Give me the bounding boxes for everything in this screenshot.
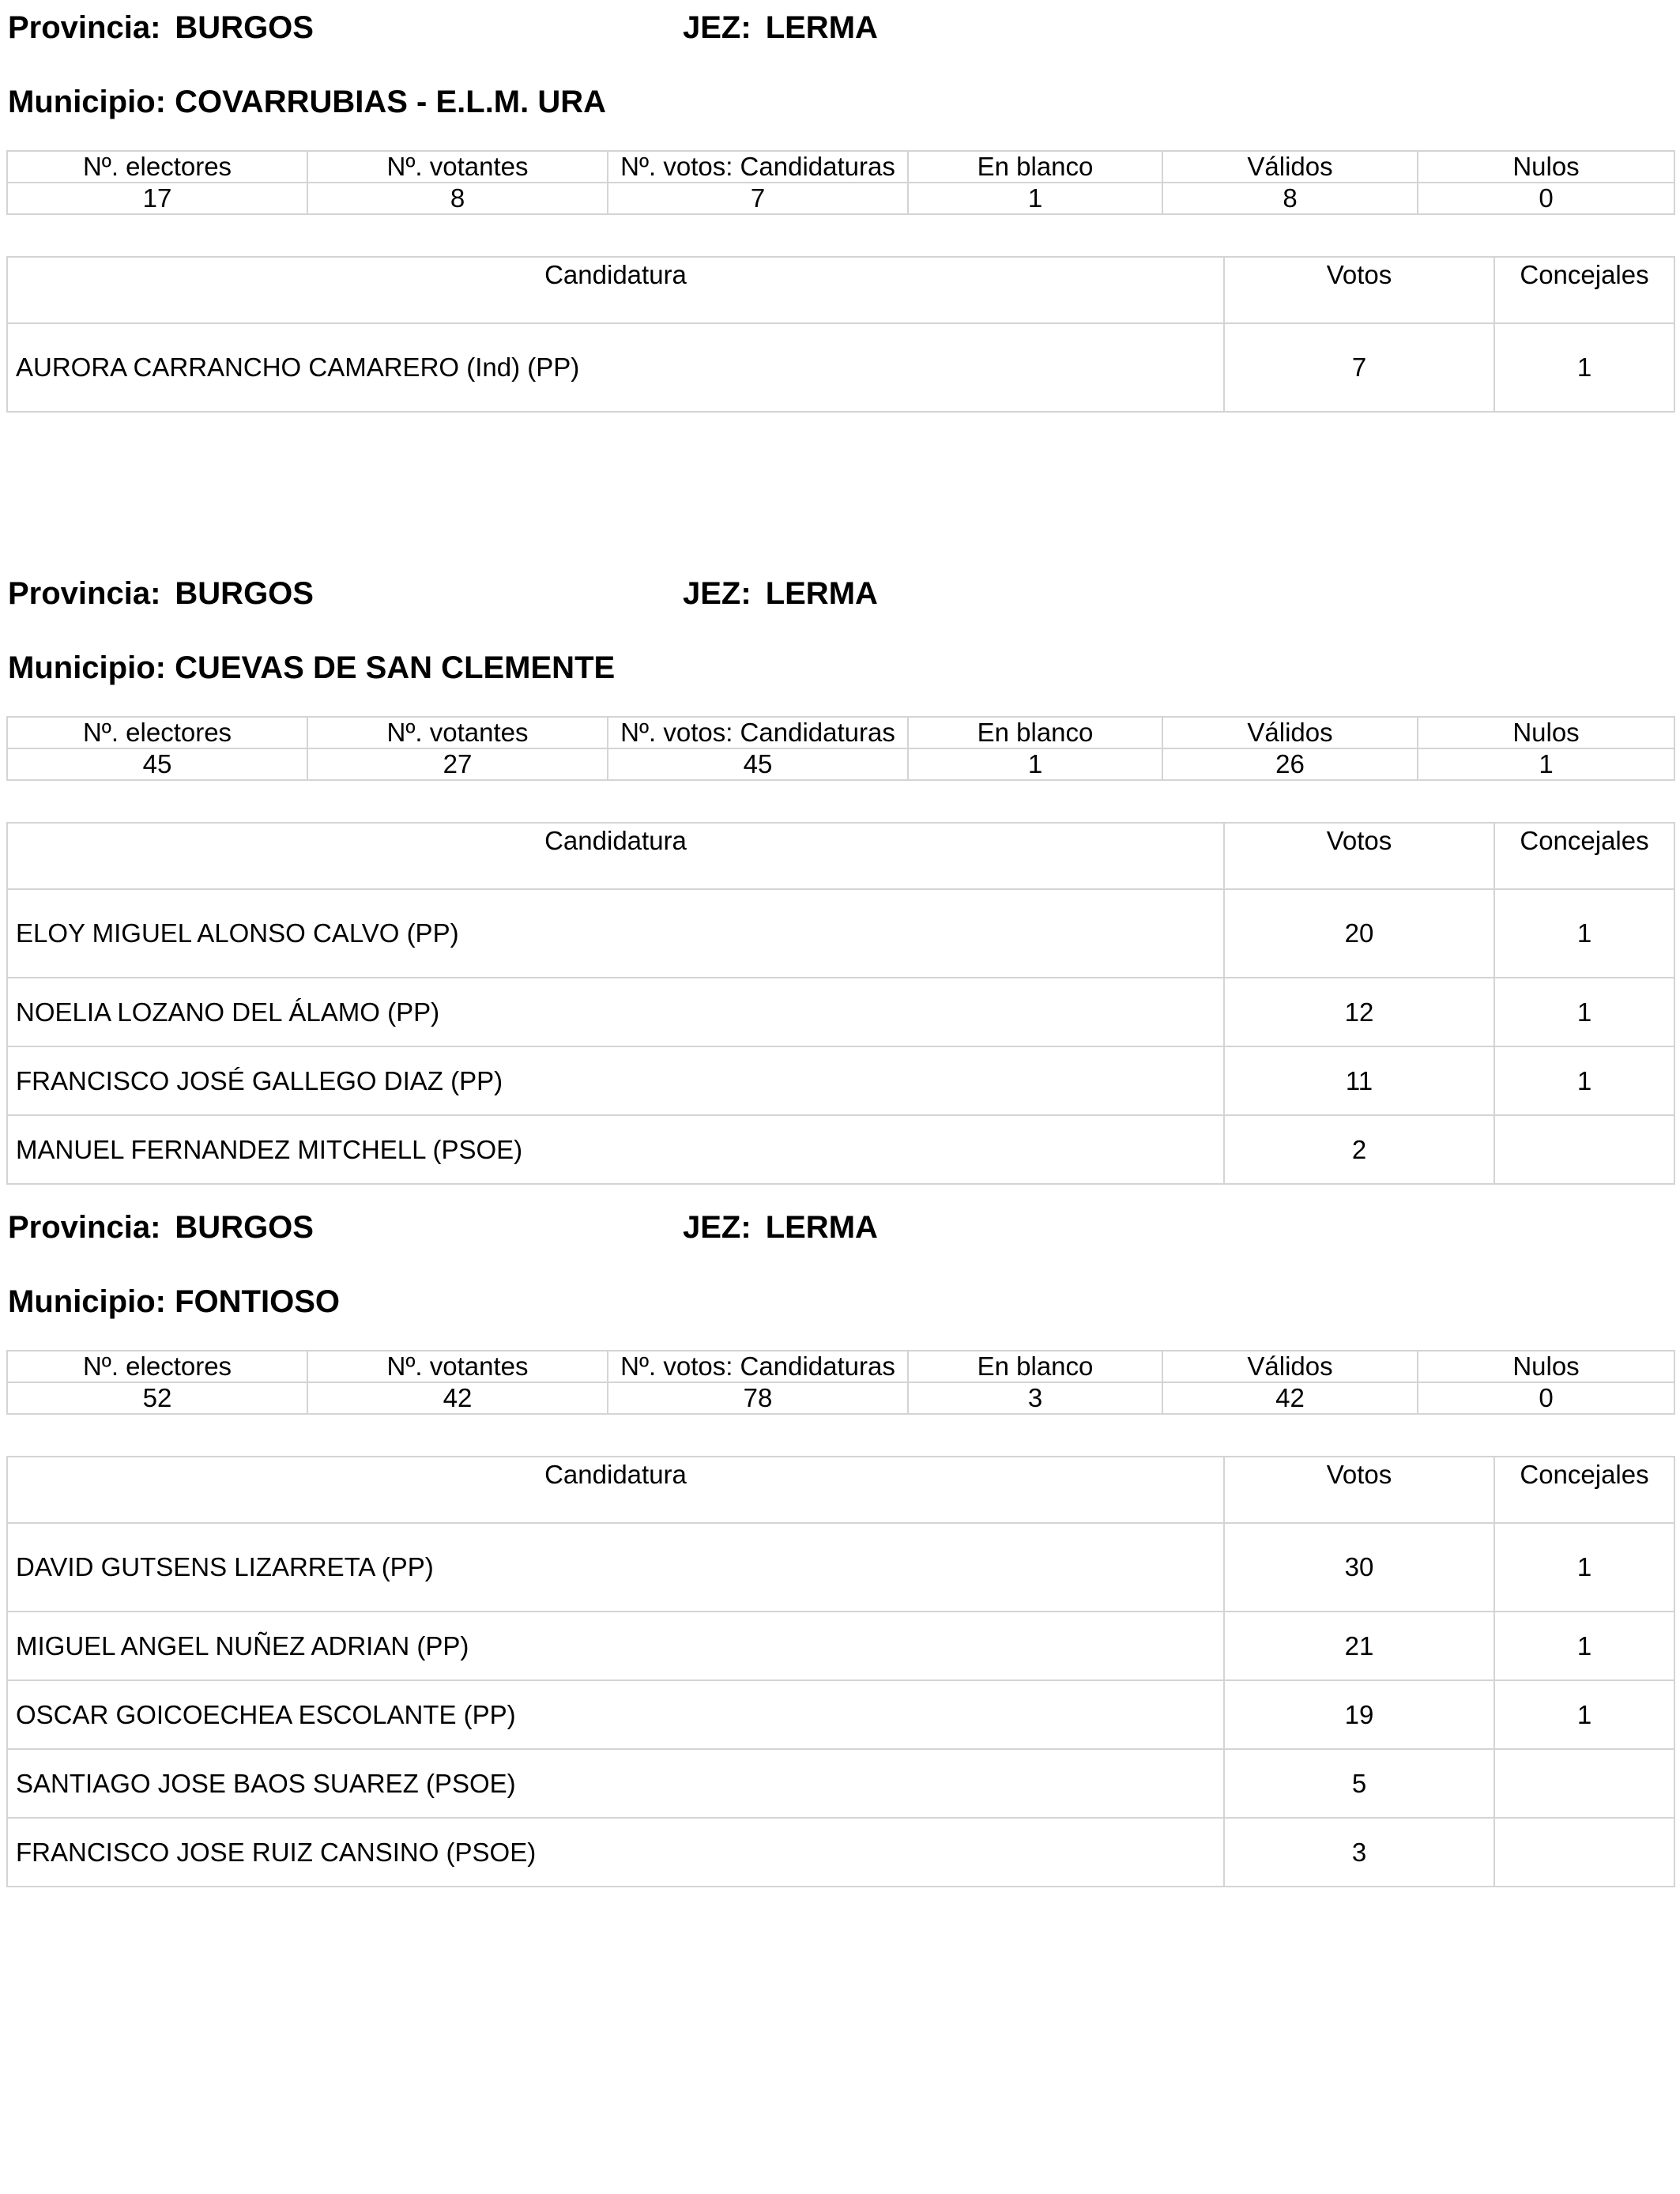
candidates-table — [6, 256, 1675, 413]
stats-value-row — [7, 183, 1674, 214]
candidate-concejales: 1 — [1494, 1680, 1674, 1749]
stats-header-cell: Nulos — [1418, 717, 1674, 748]
candidate-row — [7, 1523, 1674, 1612]
jez-header — [683, 0, 878, 55]
stats-header-cell: Nulos — [1418, 1351, 1674, 1382]
stats-value-cell: 42 — [307, 1382, 608, 1414]
candidate-concejales — [1494, 1818, 1674, 1887]
candidate-row — [7, 889, 1674, 978]
candidate-concejales: 1 — [1494, 323, 1674, 412]
stats-header-cell: Nulos — [1418, 151, 1674, 183]
concejales-header: Concejales — [1494, 1457, 1674, 1523]
candidate-name: OSCAR GOICOECHEA ESCOLANTE (PP) — [7, 1680, 1224, 1749]
municipio-value: COVARRUBIAS - E.L.M. URA — [175, 85, 607, 119]
stats-value-cell: 7 — [608, 183, 908, 214]
stats-table — [6, 1350, 1675, 1415]
jez-value: LERMA — [765, 10, 878, 45]
stats-header-cell: Nº. votantes — [307, 717, 608, 748]
candidate-votos: 19 — [1224, 1680, 1494, 1749]
municipio-value: CUEVAS DE SAN CLEMENTE — [175, 650, 616, 685]
candidate-name: MIGUEL ANGEL NUÑEZ ADRIAN (PP) — [7, 1612, 1224, 1680]
stats-header-cell: En blanco — [908, 1351, 1162, 1382]
stats-header-cell: Válidos — [1162, 1351, 1418, 1382]
candidate-name: SANTIAGO JOSE BAOS SUAREZ (PSOE) — [7, 1749, 1224, 1818]
stats-value-cell: 45 — [608, 748, 908, 780]
stats-value-row — [7, 1382, 1674, 1414]
jez-value: LERMA — [765, 1210, 878, 1245]
candidate-name: ELOY MIGUEL ALONSO CALVO (PP) — [7, 889, 1224, 978]
candidate-votos: 5 — [1224, 1749, 1494, 1818]
candidate-concejales: 1 — [1494, 978, 1674, 1046]
stats-value-cell: 52 — [7, 1382, 307, 1414]
stats-header-cell: Nº. votantes — [307, 151, 608, 183]
votos-header: Votos — [1224, 823, 1494, 889]
concejales-header: Concejales — [1494, 823, 1674, 889]
candidate-concejales: 1 — [1494, 1612, 1674, 1680]
stats-header-cell: Nº. electores — [7, 1351, 307, 1382]
stats-header-row — [7, 1351, 1674, 1382]
candidate-row — [7, 1612, 1674, 1680]
candidates-table — [6, 822, 1675, 1185]
votos-header: Votos — [1224, 1457, 1494, 1523]
candidate-votos: 12 — [1224, 978, 1494, 1046]
candidate-row — [7, 1749, 1674, 1818]
candidate-votos: 7 — [1224, 323, 1494, 412]
candidatura-header: Candidatura — [7, 823, 1224, 889]
municipio-label: Municipio: — [8, 85, 166, 119]
candidate-name: NOELIA LOZANO DEL ÁLAMO (PP) — [7, 978, 1224, 1046]
provincia-value: BURGOS — [175, 10, 314, 45]
stats-value-cell: 0 — [1418, 183, 1674, 214]
stats-value-cell: 3 — [908, 1382, 1162, 1414]
stats-table — [6, 150, 1675, 215]
candidates-header-row — [7, 257, 1674, 323]
jez-label: JEZ: — [683, 1210, 751, 1245]
municipio-label: Municipio: — [8, 1284, 166, 1319]
candidate-votos: 3 — [1224, 1818, 1494, 1887]
votos-header: Votos — [1224, 257, 1494, 323]
stats-value-cell: 78 — [608, 1382, 908, 1414]
jez-header — [683, 1200, 878, 1255]
candidate-votos: 20 — [1224, 889, 1494, 978]
candidate-row — [7, 1115, 1674, 1184]
candidate-name: MANUEL FERNANDEZ MITCHELL (PSOE) — [7, 1115, 1224, 1184]
municipio-header — [8, 1274, 340, 1329]
candidate-row — [7, 1818, 1674, 1887]
jez-value: LERMA — [765, 576, 878, 611]
provincia-header — [8, 566, 314, 621]
stats-value-row — [7, 748, 1674, 780]
candidate-row — [7, 1680, 1674, 1749]
stats-value-cell: 26 — [1162, 748, 1418, 780]
stats-value-cell: 17 — [7, 183, 307, 214]
stats-value-cell: 8 — [307, 183, 608, 214]
stats-value-cell: 1 — [908, 183, 1162, 214]
stats-value-cell: 1 — [908, 748, 1162, 780]
provincia-header — [8, 1200, 314, 1255]
candidate-name: FRANCISCO JOSÉ GALLEGO DIAZ (PP) — [7, 1046, 1224, 1115]
stats-header-cell: Nº. votos: Candidaturas — [608, 717, 908, 748]
stats-value-cell: 8 — [1162, 183, 1418, 214]
candidates-header-row — [7, 823, 1674, 889]
stats-header-cell: En blanco — [908, 717, 1162, 748]
candidate-votos: 2 — [1224, 1115, 1494, 1184]
candidatura-header: Candidatura — [7, 1457, 1224, 1523]
stats-header-cell: Nº. votos: Candidaturas — [608, 1351, 908, 1382]
candidate-name: FRANCISCO JOSE RUIZ CANSINO (PSOE) — [7, 1818, 1224, 1887]
candidates-header-row — [7, 1457, 1674, 1523]
stats-table — [6, 716, 1675, 781]
candidatura-header: Candidatura — [7, 257, 1224, 323]
stats-header-cell: Nº. votos: Candidaturas — [608, 151, 908, 183]
stats-header-row — [7, 717, 1674, 748]
candidate-concejales: 1 — [1494, 1046, 1674, 1115]
candidate-votos: 21 — [1224, 1612, 1494, 1680]
provincia-value: BURGOS — [175, 576, 314, 611]
provincia-header — [8, 0, 314, 55]
municipio-header — [8, 74, 606, 130]
stats-value-cell: 1 — [1418, 748, 1674, 780]
candidate-row — [7, 978, 1674, 1046]
candidate-name: DAVID GUTSENS LIZARRETA (PP) — [7, 1523, 1224, 1612]
stats-header-cell: Válidos — [1162, 151, 1418, 183]
jez-label: JEZ: — [683, 576, 751, 611]
candidate-name: AURORA CARRANCHO CAMARERO (Ind) (PP) — [7, 323, 1224, 412]
candidate-concejales — [1494, 1749, 1674, 1818]
municipio-value: FONTIOSO — [175, 1284, 340, 1319]
jez-header — [683, 566, 878, 621]
candidates-table — [6, 1456, 1675, 1887]
provincia-value: BURGOS — [175, 1210, 314, 1245]
candidate-concejales: 1 — [1494, 889, 1674, 978]
stats-value-cell: 27 — [307, 748, 608, 780]
municipio-label: Municipio: — [8, 650, 166, 685]
stats-header-cell: Nº. votantes — [307, 1351, 608, 1382]
candidate-concejales — [1494, 1115, 1674, 1184]
candidate-row — [7, 1046, 1674, 1115]
stats-header-cell: Nº. electores — [7, 717, 307, 748]
stats-header-cell: Nº. electores — [7, 151, 307, 183]
municipio-header — [8, 640, 615, 696]
stats-value-cell: 45 — [7, 748, 307, 780]
provincia-label: Provincia: — [8, 10, 161, 45]
stats-value-cell: 0 — [1418, 1382, 1674, 1414]
provincia-label: Provincia: — [8, 576, 161, 611]
provincia-label: Provincia: — [8, 1210, 161, 1245]
candidate-votos: 11 — [1224, 1046, 1494, 1115]
candidate-concejales: 1 — [1494, 1523, 1674, 1612]
stats-value-cell: 42 — [1162, 1382, 1418, 1414]
stats-header-cell: En blanco — [908, 151, 1162, 183]
stats-header-row — [7, 151, 1674, 183]
candidate-row — [7, 323, 1674, 412]
stats-header-cell: Válidos — [1162, 717, 1418, 748]
candidate-votos: 30 — [1224, 1523, 1494, 1612]
concejales-header: Concejales — [1494, 257, 1674, 323]
jez-label: JEZ: — [683, 10, 751, 45]
